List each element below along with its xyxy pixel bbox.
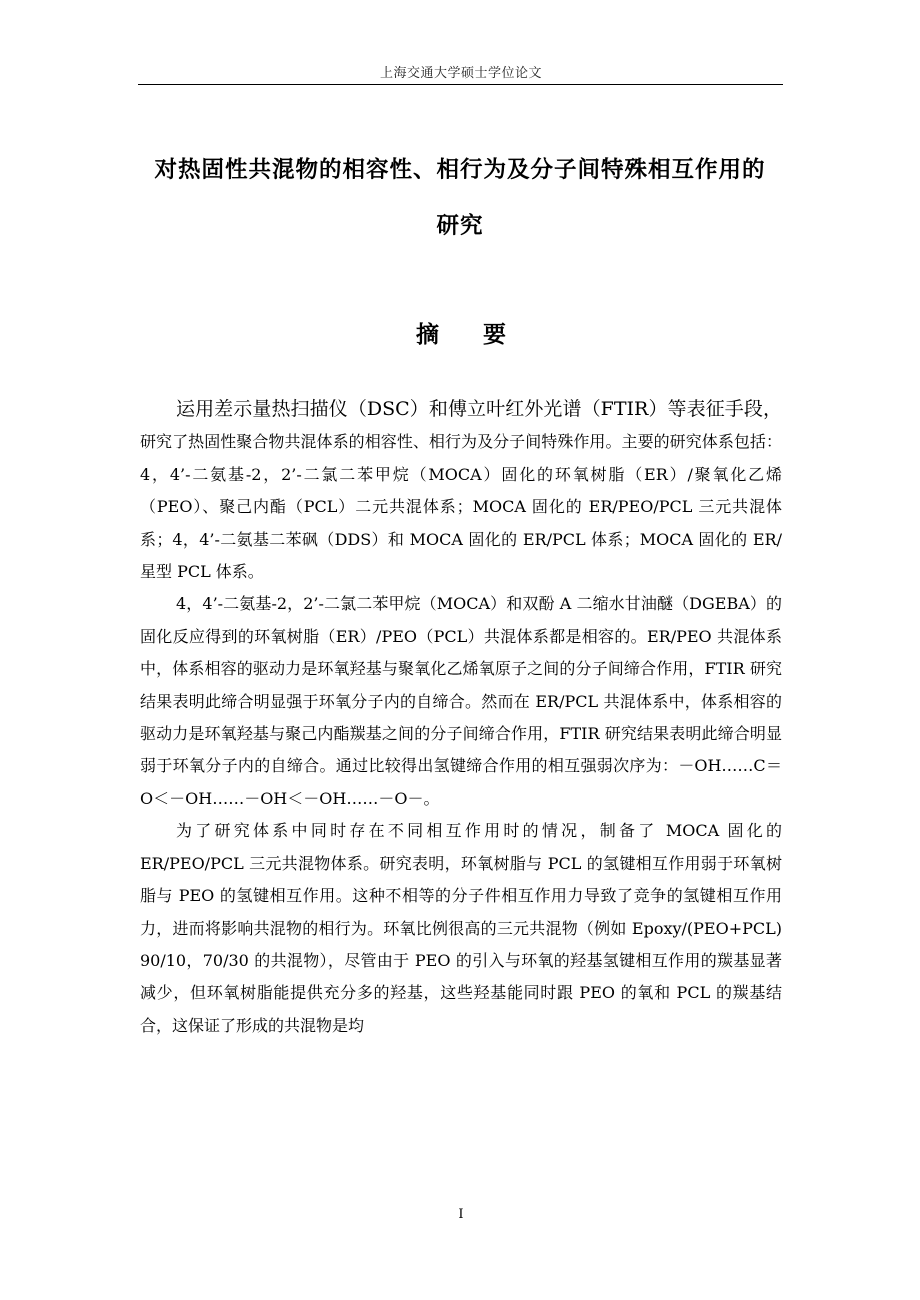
running-header: 上海交通大学硕士学位论文 [379, 66, 542, 81]
thesis-title-line-2: 研究 [436, 213, 484, 239]
thesis-title-line-1: 对热固性共混物的相容性、相行为及分子间特殊相互作用的 [154, 157, 766, 183]
abstract-paragraph-1 [140, 393, 782, 588]
abstract-paragraph-3: 为了研究体系中同时存在不同相互作用时的情况，制备了 MOCA 固化的 ER/PEO/PCL 三元共混物体系。研究表明，环氧树脂与 PCL 的氢键相互作用弱于环氧树脂与 PEO 的氢键相互作用。这种不相等的分子件相互作用力导致了竞争的氢键相互作用力，进而将影响共混物的相行为。环氧比例很高的三元共混物（例如 Epoxy/(PEO+PCL) 90/10，70/30 的共混物），尽管由于 PEO 的引入与环氧的羟基氢键相互作用的羰基显著减少，但环氧树脂能提供充分多的羟基，这些羟基能同时跟 PEO 的氧和 PCL 的羰基结合，这保证了形成的共混物是均 [140, 821, 782, 1035]
abstract-body [140, 393, 782, 1042]
abstract-paragraph-1-lead: 运用差示量热扫描仪（DSC）和傅立叶红外光谱（FTIR）等表征手段， [176, 398, 782, 420]
abstract-paragraph-1-text: 研究了热固性聚合物共混体系的相容性、相行为及分子间特殊作用。主要的研究体系包括：4，4’-二氨基-2，2’-二氯二苯甲烷（MOCA）固化的环氧树脂（ER）/聚氧化乙烯（PEO）、聚己内酯（PCL）二元共混体系；MOCA 固化的 ER/PEO/PCL 三元共混体系；4，4’-二氨基二苯砜（DDS）和 MOCA 固化的 ER/PCL 体系；MOCA 固化的 ER/星型 PCL 体系。 [140, 432, 782, 582]
header-rule [138, 84, 783, 85]
thesis-title [100, 142, 820, 254]
abstract-paragraph-2: 4，4’-二氨基-2，2’-二氯二苯甲烷（MOCA）和双酚 A 二缩水甘油醚（DGEBA）的固化反应得到的环氧树脂（ER）/PEO（PCL）共混体系都是相容的。ER/PEO 共混体系中，体系相容的驱动力是环氧羟基与聚氧化乙烯氧原子之间的分子间缔合作用，FTIR 研究结果表明此缔合明显强于环氧分子内的自缔合。然而在 ER/PCL 共混体系中，体系相容的驱动力是环氧羟基与聚己内酯羰基之间的分子间缔合作用，FTIR 研究结果表明此缔合明显弱于环氧分子内的自缔合。通过比较得出氢键缔合作用的相互强弱次序为：－OH……C＝O＜－OH……－OH＜－OH……－O－。 [140, 594, 782, 808]
abstract-heading: 摘 要 [415, 322, 524, 348]
page-number: I [458, 1207, 464, 1222]
